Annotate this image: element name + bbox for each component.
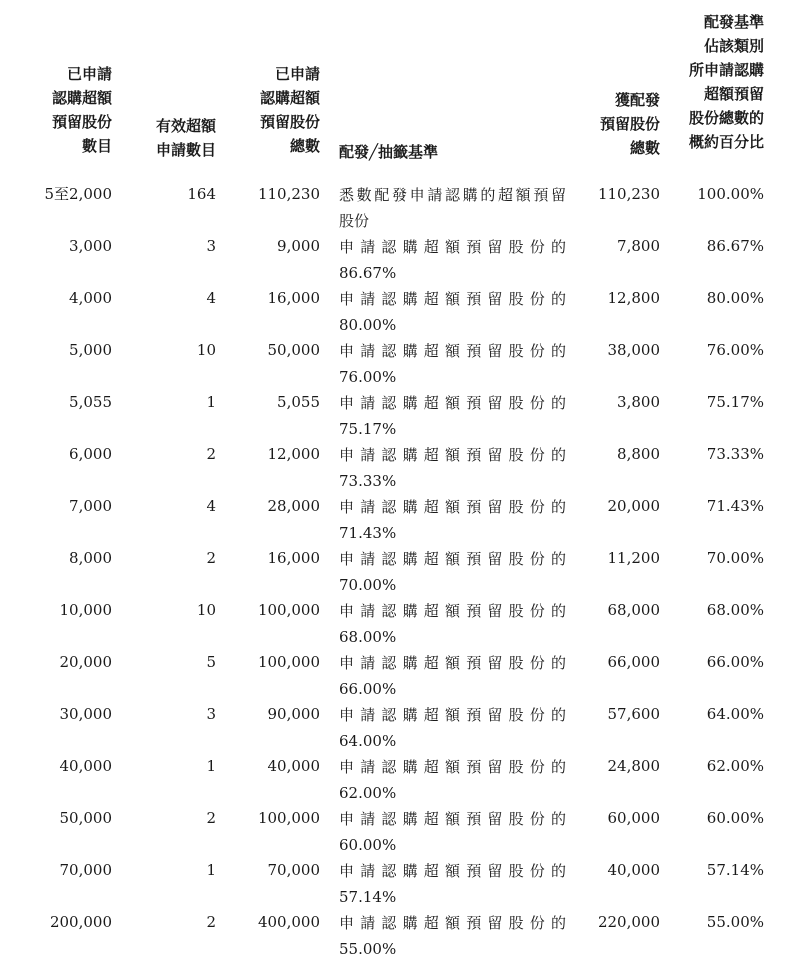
cell-total-shares-applied: 70,000 xyxy=(267,861,320,879)
basis-line-2: 60.00% xyxy=(339,836,397,854)
cell-valid-applications: 1 xyxy=(206,861,216,879)
basis-line-1: 申請認購超額預留股份的 xyxy=(339,602,566,620)
cell-total-allotted: 57,600 xyxy=(607,705,660,723)
basis-line-2: 57.14% xyxy=(339,888,397,906)
cell-approx-percentage: 64.00% xyxy=(706,705,764,723)
cell-total-shares-applied: 5,055 xyxy=(277,393,320,411)
basis-line-2: 75.17% xyxy=(339,420,397,438)
basis-line-2: 64.00% xyxy=(339,732,397,750)
basis-line-2: 55.00% xyxy=(339,940,397,958)
cell-valid-applications: 3 xyxy=(206,237,216,255)
cell-allotment-basis xyxy=(339,754,566,806)
cell-shares-applied: 8,000 xyxy=(69,549,112,567)
cell-total-allotted: 60,000 xyxy=(607,809,660,827)
cell-valid-applications: 1 xyxy=(206,757,216,775)
header-total-shares-applied: 已申請 認購超額 預留股份 總數 xyxy=(259,65,320,155)
cell-total-shares-applied: 100,000 xyxy=(257,809,320,827)
cell-approx-percentage: 57.14% xyxy=(706,861,764,879)
header-allotment-basis: 配發╱抽籤基準 xyxy=(339,143,439,161)
basis-line-1: 申請認購超額預留股份的 xyxy=(339,654,566,672)
table-row xyxy=(0,338,796,390)
table-row xyxy=(0,494,796,546)
cell-total-allotted: 66,000 xyxy=(607,653,660,671)
header-total-allotted: 獲配發 預留股份 總數 xyxy=(599,91,660,157)
cell-total-allotted: 12,800 xyxy=(607,289,660,307)
cell-shares-applied: 70,000 xyxy=(59,861,112,879)
cell-shares-applied: 5至2,000 xyxy=(44,185,112,203)
cell-valid-applications: 5 xyxy=(206,653,216,671)
table-row xyxy=(0,182,796,234)
cell-allotment-basis xyxy=(339,234,566,286)
basis-line-1: 申請認購超額預留股份的 xyxy=(339,706,566,724)
cell-shares-applied: 40,000 xyxy=(59,757,112,775)
cell-total-allotted: 40,000 xyxy=(607,861,660,879)
table-row xyxy=(0,390,796,442)
basis-line-2: 62.00% xyxy=(339,784,397,802)
cell-approx-percentage: 80.00% xyxy=(706,289,764,307)
cell-valid-applications: 2 xyxy=(206,809,216,827)
table-row xyxy=(0,598,796,650)
cell-total-shares-applied: 110,230 xyxy=(257,185,320,203)
cell-total-shares-applied: 16,000 xyxy=(267,289,320,307)
cell-allotment-basis xyxy=(339,910,566,962)
cell-allotment-basis xyxy=(339,286,566,338)
cell-total-allotted: 8,800 xyxy=(617,445,660,463)
basis-line-2: 86.67% xyxy=(339,264,397,282)
cell-approx-percentage: 55.00% xyxy=(706,913,764,931)
cell-shares-applied: 4,000 xyxy=(69,289,112,307)
cell-total-allotted: 220,000 xyxy=(597,913,660,931)
basis-line-1: 申請認購超額預留股份的 xyxy=(339,862,566,880)
cell-approx-percentage: 62.00% xyxy=(706,757,764,775)
cell-valid-applications: 10 xyxy=(196,341,216,359)
cell-total-shares-applied: 16,000 xyxy=(267,549,320,567)
cell-total-allotted: 68,000 xyxy=(607,601,660,619)
cell-shares-applied: 30,000 xyxy=(59,705,112,723)
cell-approx-percentage: 75.17% xyxy=(706,393,764,411)
cell-allotment-basis xyxy=(339,598,566,650)
cell-approx-percentage: 60.00% xyxy=(706,809,764,827)
cell-allotment-basis xyxy=(339,806,566,858)
cell-total-allotted: 20,000 xyxy=(607,497,660,515)
cell-total-allotted: 110,230 xyxy=(597,185,660,203)
cell-allotment-basis xyxy=(339,182,566,234)
cell-approx-percentage: 66.00% xyxy=(706,653,764,671)
basis-line-2: 68.00% xyxy=(339,628,397,646)
cell-approx-percentage: 73.33% xyxy=(706,445,764,463)
cell-shares-applied: 5,055 xyxy=(69,393,112,411)
header-shares-applied: 已申請 認購超額 預留股份 數目 xyxy=(51,65,112,155)
table-row xyxy=(0,650,796,702)
cell-approx-percentage: 68.00% xyxy=(706,601,764,619)
cell-shares-applied: 3,000 xyxy=(69,237,112,255)
cell-total-shares-applied: 90,000 xyxy=(267,705,320,723)
cell-approx-percentage: 70.00% xyxy=(706,549,764,567)
basis-line-2: 80.00% xyxy=(339,316,397,334)
basis-line-1: 申請認購超額預留股份的 xyxy=(339,810,566,828)
cell-shares-applied: 20,000 xyxy=(59,653,112,671)
basis-line-1: 悉數配發申請認購的超額預留 xyxy=(339,186,566,204)
basis-line-2: 73.33% xyxy=(339,472,397,490)
table-row xyxy=(0,546,796,598)
cell-total-shares-applied: 9,000 xyxy=(277,237,320,255)
cell-allotment-basis xyxy=(339,442,566,494)
cell-valid-applications: 3 xyxy=(206,705,216,723)
cell-shares-applied: 6,000 xyxy=(69,445,112,463)
cell-total-shares-applied: 28,000 xyxy=(267,497,320,515)
cell-shares-applied: 200,000 xyxy=(49,913,112,931)
cell-allotment-basis xyxy=(339,390,566,442)
table-row xyxy=(0,910,796,962)
cell-total-shares-applied: 12,000 xyxy=(267,445,320,463)
cell-valid-applications: 1 xyxy=(206,393,216,411)
table-row xyxy=(0,442,796,494)
basis-line-1: 申請認購超額預留股份的 xyxy=(339,550,566,568)
cell-total-allotted: 24,800 xyxy=(607,757,660,775)
cell-valid-applications: 2 xyxy=(206,445,216,463)
header-valid-applications: 有效超額 申請數目 xyxy=(155,117,216,159)
cell-total-shares-applied: 100,000 xyxy=(257,601,320,619)
basis-line-1: 申請認購超額預留股份的 xyxy=(339,446,566,464)
cell-total-shares-applied: 100,000 xyxy=(257,653,320,671)
cell-valid-applications: 164 xyxy=(187,185,216,203)
table-row xyxy=(0,234,796,286)
cell-total-allotted: 11,200 xyxy=(607,549,660,567)
cell-shares-applied: 10,000 xyxy=(59,601,112,619)
cell-valid-applications: 4 xyxy=(206,497,216,515)
table-row xyxy=(0,754,796,806)
cell-allotment-basis xyxy=(339,338,566,390)
basis-line-1: 申請認購超額預留股份的 xyxy=(339,342,566,360)
cell-valid-applications: 2 xyxy=(206,549,216,567)
cell-shares-applied: 7,000 xyxy=(69,497,112,515)
cell-approx-percentage: 71.43% xyxy=(706,497,764,515)
cell-allotment-basis xyxy=(339,494,566,546)
cell-valid-applications: 2 xyxy=(206,913,216,931)
cell-approx-percentage: 76.00% xyxy=(706,341,764,359)
basis-line-1: 申請認購超額預留股份的 xyxy=(339,498,566,516)
basis-line-2: 股份 xyxy=(339,212,370,230)
cell-shares-applied: 50,000 xyxy=(59,809,112,827)
cell-valid-applications: 10 xyxy=(196,601,216,619)
cell-total-allotted: 38,000 xyxy=(607,341,660,359)
table-row xyxy=(0,286,796,338)
basis-line-1: 申請認購超額預留股份的 xyxy=(339,290,566,308)
basis-line-1: 申請認購超額預留股份的 xyxy=(339,394,566,412)
cell-allotment-basis xyxy=(339,702,566,754)
cell-approx-percentage: 86.67% xyxy=(706,237,764,255)
cell-allotment-basis xyxy=(339,858,566,910)
cell-valid-applications: 4 xyxy=(206,289,216,307)
cell-shares-applied: 5,000 xyxy=(69,341,112,359)
cell-allotment-basis xyxy=(339,650,566,702)
basis-line-1: 申請認購超額預留股份的 xyxy=(339,238,566,256)
cell-approx-percentage: 100.00% xyxy=(697,185,764,203)
basis-line-2: 70.00% xyxy=(339,576,397,594)
cell-total-shares-applied: 400,000 xyxy=(257,913,320,931)
table-row xyxy=(0,806,796,858)
cell-total-shares-applied: 50,000 xyxy=(267,341,320,359)
cell-total-allotted: 7,800 xyxy=(617,237,660,255)
basis-line-1: 申請認購超額預留股份的 xyxy=(339,914,566,932)
basis-line-1: 申請認購超額預留股份的 xyxy=(339,758,566,776)
basis-line-2: 66.00% xyxy=(339,680,397,698)
cell-allotment-basis xyxy=(339,546,566,598)
cell-total-shares-applied: 40,000 xyxy=(267,757,320,775)
basis-line-2: 71.43% xyxy=(339,524,397,542)
header-approx-percentage: 配發基準 佔該類別 所申請認購 超額預留 股份總數的 概約百分比 xyxy=(688,13,764,151)
cell-total-allotted: 3,800 xyxy=(617,393,660,411)
basis-line-2: 76.00% xyxy=(339,368,397,386)
table-row xyxy=(0,702,796,754)
table-row xyxy=(0,858,796,910)
